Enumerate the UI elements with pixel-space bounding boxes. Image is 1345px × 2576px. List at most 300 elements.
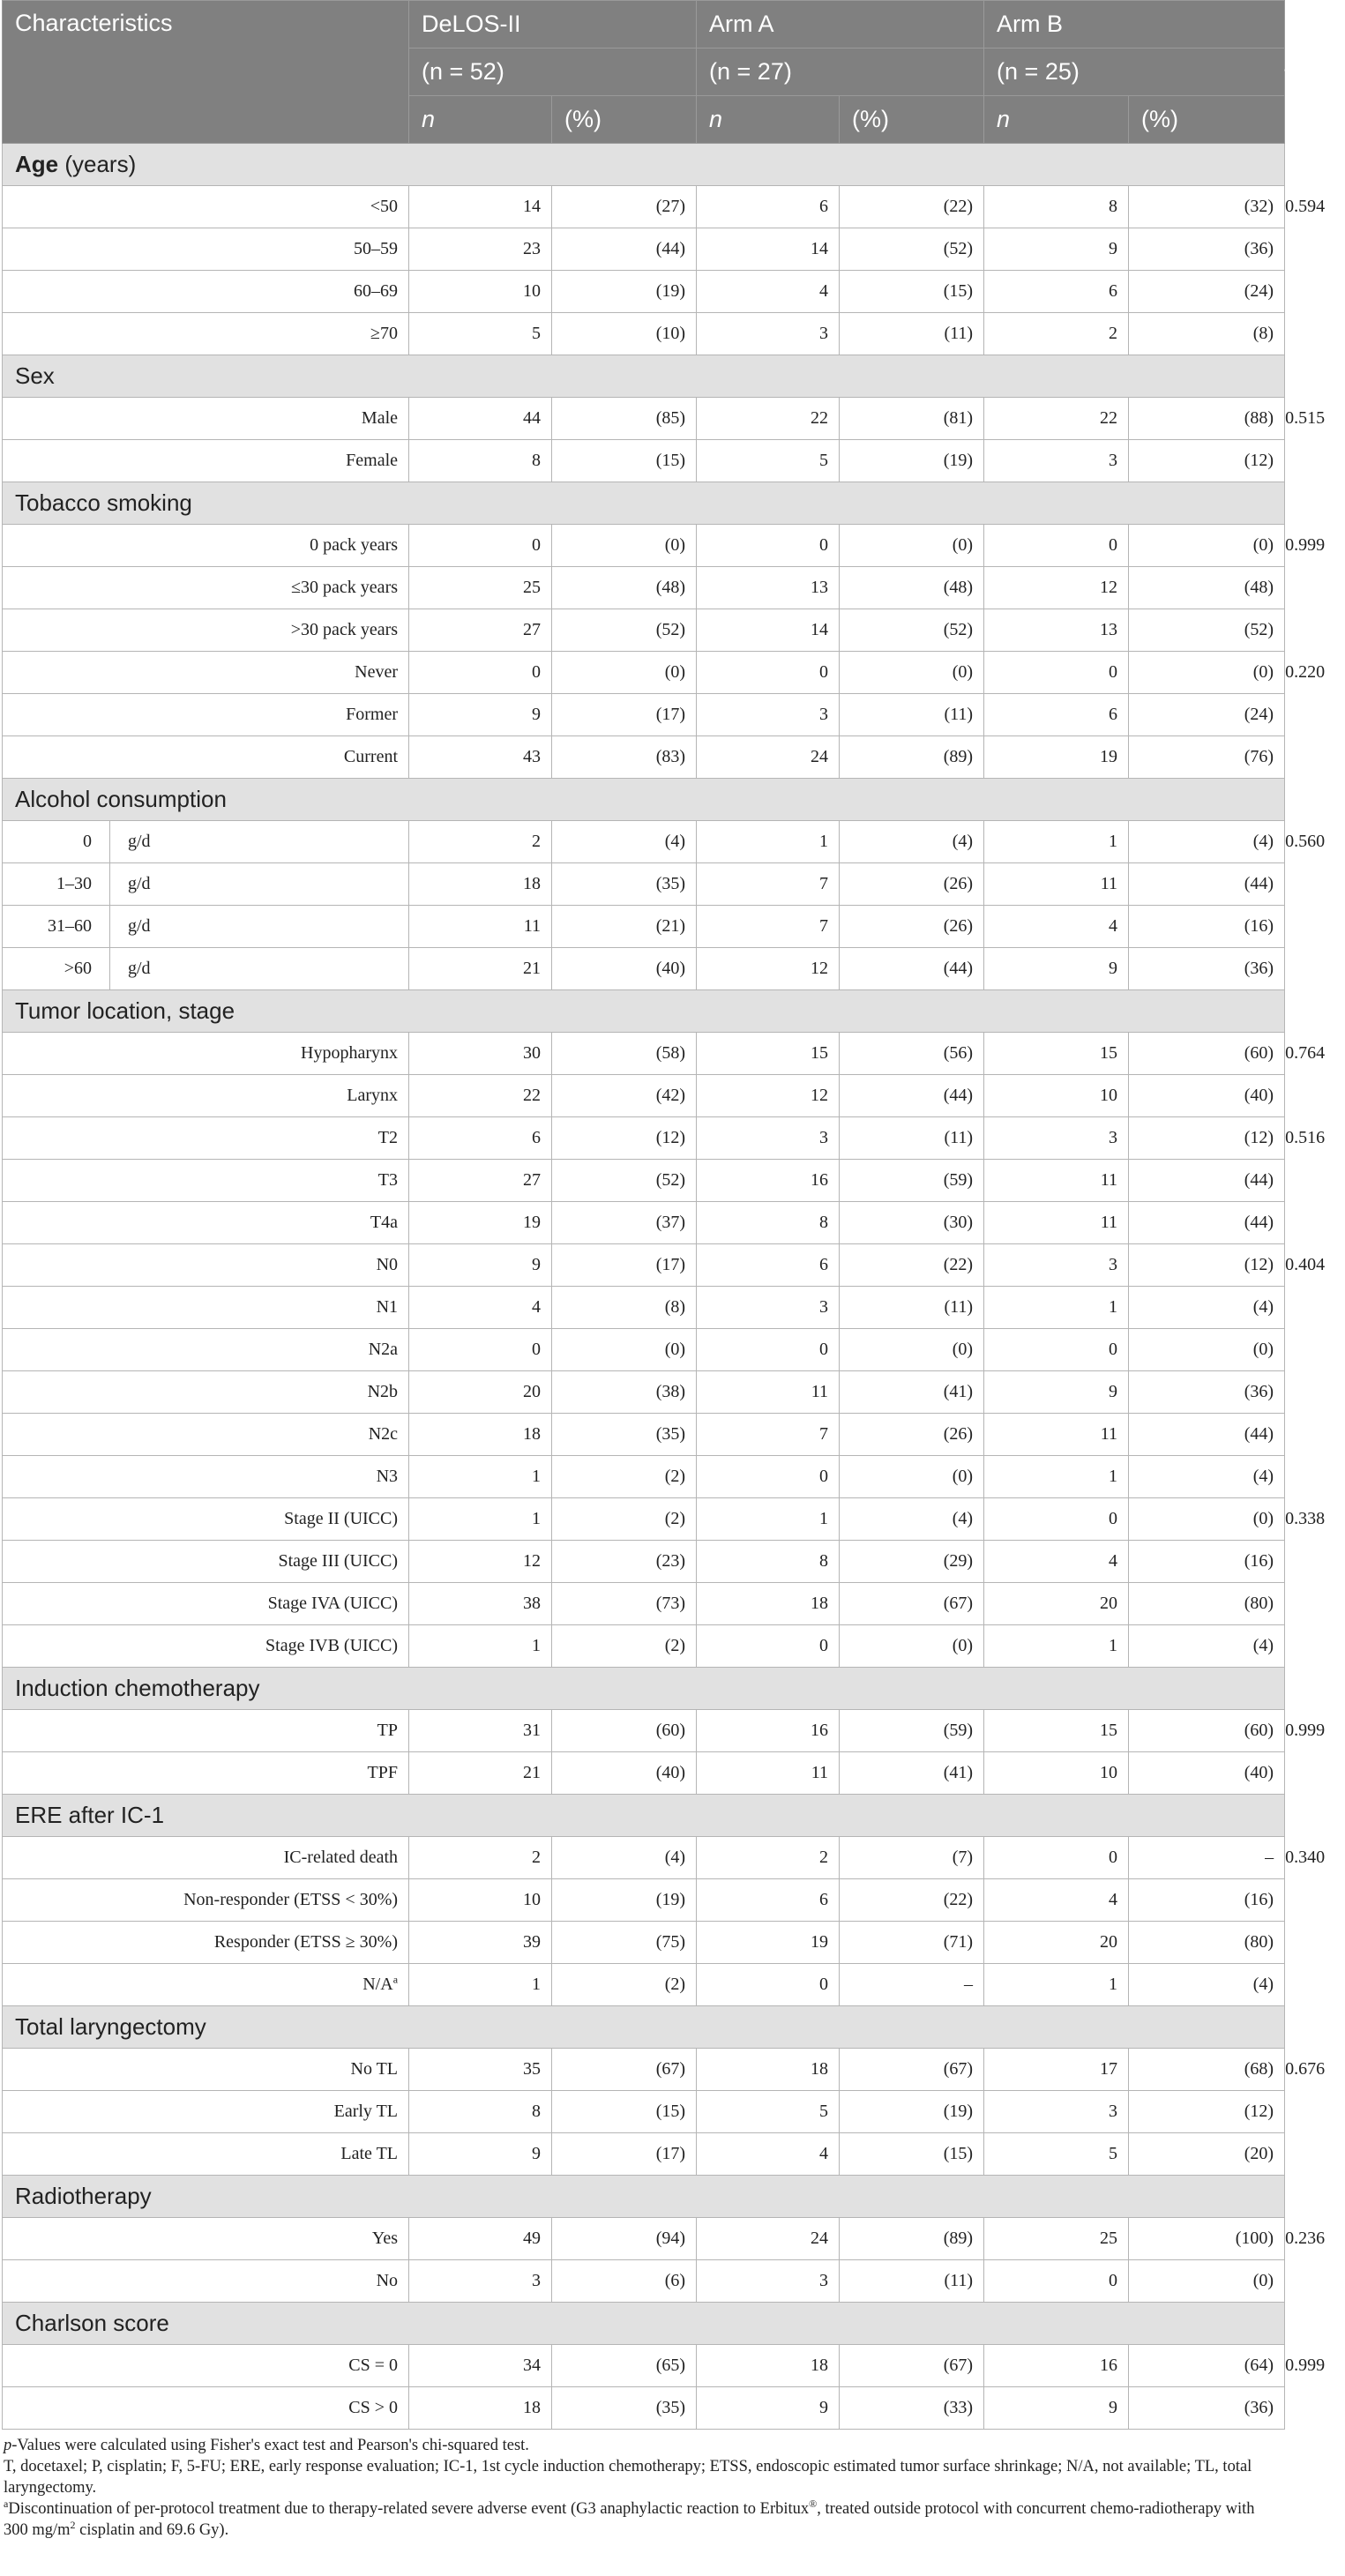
cell-arm-b-n: 8 [984,186,1129,228]
row-label-text: Former [346,705,399,724]
cell-arm-b-n: 0 [984,1498,1129,1541]
cell-delos-pct: (23) [552,1541,697,1583]
cell-delos-n: 30 [409,1033,552,1075]
row-label: 1–30 [3,863,110,905]
row-label-text: No TL [350,2059,399,2079]
cell-arm-b-pct: (32) [1129,186,1285,228]
cell-delos-pct: (17) [552,694,697,736]
cell-arm-a-pct: (11) [840,2260,984,2303]
cell-arm-b-n: 2 [984,313,1129,355]
cell-arm-b-n: 10 [984,1075,1129,1117]
cell-arm-a-n: 7 [697,863,840,906]
cell-delos-pct: (85) [552,398,697,440]
table-row: No TL 35 (67) 18 (67) 17 (68) 0.676 [3,2049,1285,2091]
header-n-col [409,96,552,144]
row-label-text: T3 [377,1170,399,1190]
cell-delos-n: 2 [409,821,552,863]
cell-arm-a-pct: (11) [840,694,984,736]
cell-delos-pct: (58) [552,1033,697,1075]
cell-arm-a-n: 3 [697,313,840,355]
cell-arm-b-pct: (4) [1129,1456,1285,1498]
cell-arm-a-n: 24 [697,2218,840,2260]
cell-delos-n: 1 [409,1964,552,2006]
cell-arm-a-pct: (29) [840,1541,984,1583]
table-footnotes [2,2430,1274,2541]
table-row [3,736,1285,779]
cell-arm-b-n: 4 [984,906,1129,948]
table-row [3,1625,1285,1668]
section-row [3,779,1285,821]
section-title: Age [15,151,59,177]
cell-arm-b-n: 5 [984,2133,1129,2176]
cell-arm-a-pct: (67) [840,2345,984,2387]
cell-arm-b-pct: (4) [1129,821,1285,863]
cell-arm-b-n: 11 [984,1160,1129,1202]
cell-arm-a-n: 14 [697,609,840,652]
row-label-text: T2 [377,1128,399,1147]
cell-arm-b-pct: (52) [1129,609,1285,652]
table-row [3,1752,1285,1795]
cell-arm-b-n: 0 [984,2260,1129,2303]
cell-arm-b-pct: (44) [1129,1414,1285,1456]
cell-arm-b-pct: (40) [1129,1075,1285,1117]
section-title: Induction chemotherapy [15,1675,260,1701]
cell-arm-b-n: 9 [984,2387,1129,2430]
cell-arm-a-n: 5 [697,440,840,482]
cell-arm-a-n: 0 [697,1625,840,1668]
cell-delos-pct: (0) [552,1329,697,1371]
cell-arm-b-pct: (24) [1129,271,1285,313]
section-header [3,1668,1285,1710]
row-label [3,2091,409,2133]
cell-arm-a-n: 18 [697,2049,840,2091]
cell-delos-n: 9 [409,694,552,736]
table-row: <50 14 (27) 6 (22) 8 (32) 0.594 [3,186,1285,228]
section-row [3,990,1285,1033]
cell-delos-pct: (0) [552,652,697,694]
cell-arm-a-n: 7 [697,1414,840,1456]
table-row [3,2091,1285,2133]
cell-arm-b-n: 17 [984,2049,1129,2091]
cell-arm-b-n: 4 [984,1879,1129,1922]
cell-arm-b-n: 13 [984,609,1129,652]
header-pct-col: (%) [1129,96,1285,144]
cell-arm-a-n: 18 [697,1583,840,1625]
cell-arm-a-n: 9 [697,2387,840,2430]
cell-delos-n: 18 [409,2387,552,2430]
cell-arm-a-pct: (26) [840,1414,984,1456]
cell-arm-a-n: 0 [697,525,840,567]
row-label [3,271,409,313]
cell-arm-a-n: 22 [697,398,840,440]
footnote-a-marker: a [4,2497,9,2510]
cell-arm-a-pct: (0) [840,1456,984,1498]
cell-arm-b-n: 4 [984,1541,1129,1583]
cell-arm-b-pct: (0) [1129,1329,1285,1371]
cell-arm-a-n: 24 [697,736,840,779]
table-row: IC-related death 2 (4) 2 (7) 0 – 0.340 [3,1837,1285,1879]
cell-arm-b-n: 11 [984,1414,1129,1456]
row-label [3,694,409,736]
table-row [3,228,1285,271]
cell-delos-n: 49 [409,2218,552,2260]
cell-delos-pct: (35) [552,2387,697,2430]
cell-delos-n: 10 [409,271,552,313]
cell-arm-a-pct: (48) [840,567,984,609]
cell-arm-a-n: 0 [697,1456,840,1498]
cell-arm-b-pct: (80) [1129,1583,1285,1625]
section-title: Sex [15,362,55,389]
cell-arm-a-pct: (7) [840,1837,984,1879]
cell-delos-n: 20 [409,1371,552,1414]
cell-arm-a-pct: (52) [840,228,984,271]
cell-arm-b-pct: (12) [1129,1244,1285,1287]
row-label [3,1329,409,1371]
footnote-a [4,2498,1274,2541]
row-label-text: CS = 0 [348,2356,399,2375]
row-label: 0 [3,821,110,862]
cell-arm-a-n: 1 [697,821,840,863]
row-label-text: TPF [367,1763,399,1782]
cell-arm-b-n: 1 [984,1456,1129,1498]
alcohol-label-box [3,863,408,905]
table-row [3,313,1285,355]
cell-delos-n: 9 [409,1244,552,1287]
row-label [3,440,409,482]
section-title: Tobacco smoking [15,489,192,516]
cell-arm-b-pct: (0) [1129,652,1285,694]
cell-arm-b-pct: (80) [1129,1922,1285,1964]
row-label [3,1541,409,1583]
cell-delos-n: 27 [409,609,552,652]
cell-delos-pct: (21) [552,906,697,948]
cell-arm-b-n: 20 [984,1922,1129,1964]
section-header [3,355,1285,398]
cell-arm-a-pct: (11) [840,1117,984,1160]
table-row [3,1075,1285,1117]
cell-arm-b-n: 6 [984,694,1129,736]
cell-delos-pct: (12) [552,1117,697,1160]
cell-delos-pct: (15) [552,2091,697,2133]
cell-arm-a-pct: (81) [840,398,984,440]
row-label-text: ≤30 pack years [291,578,399,597]
cell-delos-n: 14 [409,186,552,228]
cell-delos-pct: (4) [552,1837,697,1879]
cell-arm-b-pct: (60) [1129,1710,1285,1752]
cell-arm-a-n: 0 [697,652,840,694]
header-characteristics: Characteristics [3,1,409,144]
cell-delos-pct: (2) [552,1456,697,1498]
cell-arm-a-n: 8 [697,1202,840,1244]
squared-superscript: 2 [70,2518,76,2531]
row-label [3,1879,409,1922]
row-label [3,567,409,609]
cell-arm-a-pct: (0) [840,1625,984,1668]
row-label-footnote-marker: a [392,1973,399,1986]
cell-arm-b-pct: (0) [1129,525,1285,567]
row-label [3,1837,409,1879]
cell-arm-a-n: 2 [697,1837,840,1879]
cell-arm-a-n: 7 [697,906,840,948]
row-label-text: IC-related death [283,1848,399,1867]
cell-arm-a-pct: (19) [840,440,984,482]
cell-arm-a-pct: (22) [840,1879,984,1922]
section-title: Total laryngectomy [15,2013,206,2040]
cell-arm-a-pct: (41) [840,1371,984,1414]
row-unit: g/d [128,832,151,851]
footnote-abbreviations: T, docetaxel; P, cisplatin; F, 5-FU; ERE, early response evaluation; IC-1, 1st cycle induction chemotherapy; ETSS, endoscopic estimated tumor surface shrinkage; N/A, not available; TL, total laryngectomy. [4,2458,1252,2497]
footnote-a-text-2: , treated outside protocol with concurrent chemo-radiotherapy with 300 mg/m [4,2500,1255,2539]
cell-arm-b-n: 0 [984,1837,1129,1879]
cell-arm-a-pct: (15) [840,271,984,313]
cell-delos-pct: (67) [552,2049,697,2091]
cell-delos-pct: (73) [552,1583,697,1625]
table-row [3,1160,1285,1202]
table-row: Hypopharynx 30 (58) 15 (56) 15 (60) 0.764 [3,1033,1285,1075]
row-label-text: No [376,2271,399,2290]
row-label-text: N/A [362,1975,393,1994]
cell-arm-a-pct: (15) [840,2133,984,2176]
cell-arm-a-pct: (26) [840,906,984,948]
cell-arm-a-pct: (59) [840,1710,984,1752]
header-n-col [697,96,840,144]
cell-delos-pct: (2) [552,1625,697,1668]
section-row [3,1795,1285,1837]
row-label [3,525,409,567]
cell-arm-b-pct: (76) [1129,736,1285,779]
cell-delos-pct: (60) [552,1710,697,1752]
cell-arm-b-n: 1 [984,1287,1129,1329]
table-row [3,948,1285,990]
cell-delos-pct: (4) [552,821,697,863]
cell-delos-n: 10 [409,1879,552,1922]
cell-delos-pct: (38) [552,1371,697,1414]
cell-delos-n: 44 [409,398,552,440]
row-label-text: ≥70 [370,324,399,343]
cell-arm-b-pct: (36) [1129,2387,1285,2430]
row-label-text: 50–59 [354,239,399,258]
cell-delos-n: 12 [409,1541,552,1583]
table-row [3,694,1285,736]
section-header [3,144,1285,186]
row-label [3,1710,409,1752]
cell-arm-b-n: 3 [984,1244,1129,1287]
row-label-text: N2b [367,1382,399,1401]
cell-arm-a-n: 18 [697,2345,840,2387]
section-row [3,2303,1285,2345]
cell-delos-pct: (65) [552,2345,697,2387]
cell-delos-n: 2 [409,1837,552,1879]
row-label-text: TP [377,1721,399,1740]
table-row [3,2387,1285,2430]
row-label-text: N3 [376,1467,399,1486]
cell-delos-n: 6 [409,1117,552,1160]
cell-arm-b-n: 1 [984,821,1129,863]
cell-arm-b-n: 9 [984,228,1129,271]
cell-arm-b-pct: (68) [1129,2049,1285,2091]
header-pct-col: (%) [840,96,984,144]
cell-delos-n: 38 [409,1583,552,1625]
row-label [3,1752,409,1795]
header-n-delos: (n = 52) [409,49,697,96]
cell-arm-a-pct: (4) [840,1498,984,1541]
cell-delos-n: 9 [409,2133,552,2176]
row-label-text: 60–69 [354,281,399,301]
cell-arm-a-n: 11 [697,1752,840,1795]
table-row [3,2133,1285,2176]
row-label [3,313,409,355]
cell-arm-b-n: 11 [984,1202,1129,1244]
table-row [3,1541,1285,1583]
cell-arm-a-n: 16 [697,1710,840,1752]
section-row [3,355,1285,398]
cell-arm-b-n: 1 [984,1625,1129,1668]
row-label [3,1414,409,1456]
cell-arm-a-pct: (44) [840,1075,984,1117]
cell-arm-a-n: 11 [697,1371,840,1414]
cell-arm-b-pct: (64) [1129,2345,1285,2387]
row-label [3,652,409,694]
table-row [3,1414,1285,1456]
cell-arm-a-n: 0 [697,1964,840,2006]
cell-arm-a-n: 0 [697,1329,840,1371]
cell-arm-a-pct: (26) [840,863,984,906]
row-unit: g/d [128,874,151,893]
header-n-arm-a: (n = 27) [697,49,984,96]
cell-delos-n: 0 [409,525,552,567]
table-row: CS = 0 34 (65) 18 (67) 16 (64) 0.999 [3,2345,1285,2387]
table-row [3,440,1285,482]
n-label: n [997,106,1011,132]
cell-arm-a-pct: (67) [840,1583,984,1625]
cell-delos-n: 31 [409,1710,552,1752]
section-row [3,2006,1285,2049]
cell-arm-b-n: 0 [984,652,1129,694]
cell-arm-a-pct: (19) [840,2091,984,2133]
cell-arm-a-pct: (41) [840,1752,984,1795]
cell-arm-a-n: 16 [697,1160,840,1202]
cell-delos-n: 22 [409,1075,552,1117]
cell-arm-b-n: 19 [984,736,1129,779]
row-label [3,1244,409,1287]
section-header [3,990,1285,1033]
row-label [3,2260,409,2303]
cell-delos-pct: (6) [552,2260,697,2303]
cell-delos-pct: (8) [552,1287,697,1329]
row-label [3,1498,409,1541]
row-label [3,1033,409,1075]
row-label-text: Yes [371,2229,399,2248]
cell-arm-a-n: 4 [697,271,840,313]
cell-arm-b-n: 11 [984,863,1129,906]
cell-arm-b-pct: (16) [1129,906,1285,948]
row-label-text: N2a [368,1340,399,1359]
table-row: Stage II (UICC) 1 (2) 1 (4) 0 (0) 0.338 [3,1498,1285,1541]
row-label [3,1202,409,1244]
row-label-text: Male [361,408,399,428]
table-row [3,863,1285,906]
cell-delos-pct: (37) [552,1202,697,1244]
row-label-text: T4a [370,1213,399,1232]
cell-arm-a-n: 6 [697,1244,840,1287]
cell-arm-b-pct: (36) [1129,228,1285,271]
cell-arm-b-pct: (20) [1129,2133,1285,2176]
footnote-stats-text: -Values were calculated using Fisher's exact test and Pearson's chi-squared test. [11,2437,529,2454]
cell-delos-pct: (0) [552,525,697,567]
table-row: 0 g/d 2 (4) 1 (4) 1 (4) 0.560 [3,821,1285,863]
cell-delos-n: 11 [409,906,552,948]
row-label [3,2387,409,2430]
table-row [3,2260,1285,2303]
cell-arm-a-pct: (22) [840,186,984,228]
cell-arm-a-pct: (30) [840,1202,984,1244]
cell-delos-n: 3 [409,2260,552,2303]
cell-arm-b-pct: (24) [1129,694,1285,736]
cell-arm-b-n: 3 [984,2091,1129,2133]
cell-arm-b-n: 12 [984,567,1129,609]
cell-delos-pct: (83) [552,736,697,779]
cell-delos-pct: (35) [552,863,697,906]
cell-arm-b-n: 0 [984,525,1129,567]
row-label-cell [3,948,409,990]
row-label-text: Stage IVB (UICC) [265,1636,399,1655]
section-header [3,2006,1285,2049]
table-row [3,271,1285,313]
characteristics-table [2,0,1345,2430]
cell-arm-b-pct: (16) [1129,1879,1285,1922]
row-unit: g/d [128,916,151,936]
cell-delos-pct: (40) [552,948,697,990]
cell-delos-n: 25 [409,567,552,609]
footnote-p-italic: p [4,2437,12,2454]
table-row: T2 6 (12) 3 (11) 3 (12) 0.516 [3,1117,1285,1160]
header-group-arm-a: Arm A [697,1,984,49]
row-label [3,736,409,779]
cell-arm-b-pct: (44) [1129,1202,1285,1244]
cell-delos-n: 1 [409,1625,552,1668]
cell-delos-pct: (17) [552,1244,697,1287]
cell-arm-a-pct: (56) [840,1033,984,1075]
p-value-label: p-Value [1285,44,1345,99]
cell-arm-a-pct: (22) [840,1244,984,1287]
footnote-a-text-3: cisplatin and 69.6 Gy). [75,2521,229,2539]
row-label [3,2345,409,2387]
cell-arm-b-n: 9 [984,948,1129,990]
cell-arm-a-n: 3 [697,1117,840,1160]
cell-delos-pct: (48) [552,567,697,609]
cell-arm-a-pct: (0) [840,525,984,567]
cell-arm-b-pct: (0) [1129,1498,1285,1541]
row-label-text: Stage IVA (UICC) [267,1594,399,1613]
cell-delos-n: 4 [409,1287,552,1329]
row-label-cell [3,863,409,906]
cell-delos-pct: (19) [552,1879,697,1922]
row-label: 31–60 [3,906,110,947]
cell-arm-a-pct: (44) [840,948,984,990]
cell-delos-pct: (40) [552,1752,697,1795]
cell-arm-b-pct: (44) [1129,1160,1285,1202]
cell-arm-a-n: 3 [697,694,840,736]
row-label [3,2133,409,2176]
cell-arm-a-n: 13 [697,567,840,609]
section-row [3,2176,1285,2218]
section-title: Tumor location, stage [15,997,235,1024]
cell-arm-b-pct: – [1129,1837,1285,1879]
table-row [3,1287,1285,1329]
cell-arm-b-n: 3 [984,440,1129,482]
cell-arm-a-n: 15 [697,1033,840,1075]
table-row: TP 31 (60) 16 (59) 15 (60) 0.999 [3,1710,1285,1752]
